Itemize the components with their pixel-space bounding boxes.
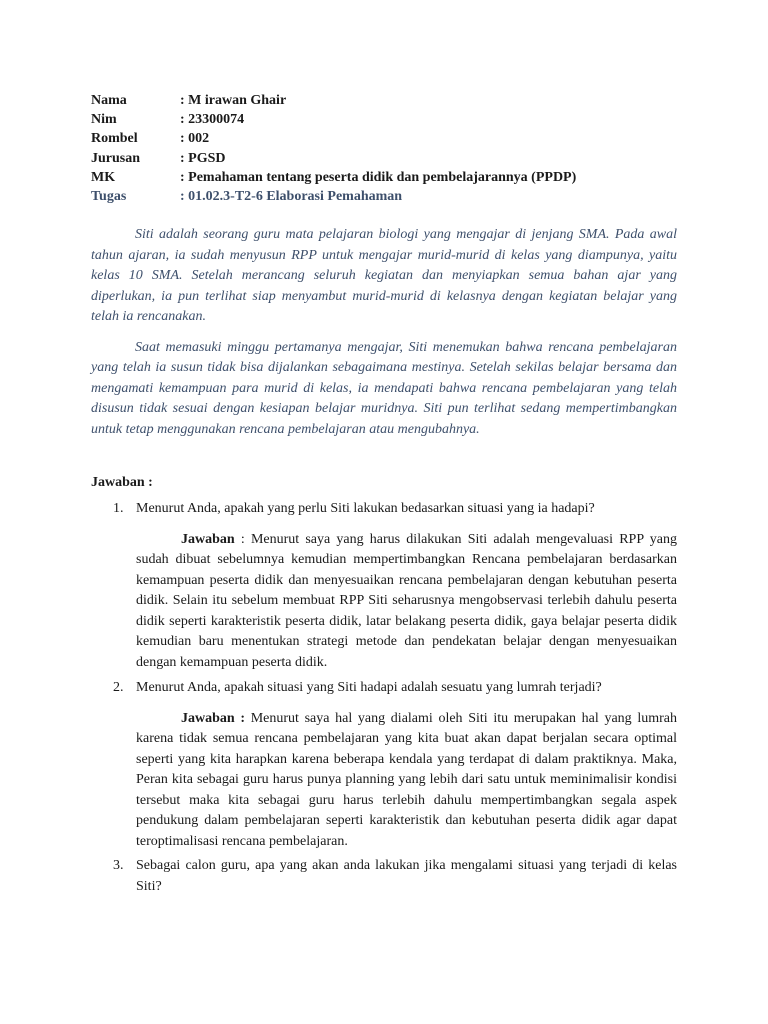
question-text: Menurut Anda, apakah situasi yang Siti hadapi adalah sesuatu yang lumrah terjadi? [136,680,602,695]
question-1 [91,499,677,520]
info-label: MK [91,169,116,185]
info-row-tugas [91,187,576,206]
answer-text: Menurut saya hal yang dialami oleh Siti itu merupakan hal yang lumrah karena tidak semua rencana pembelajaran yang kita buat akan dapat berjalan secara optimal seperti yang kita harapkan karena beberapa kendala yang terdapat di dalam praktiknya. Maka, Peran kita sebagai guru harus punya planning yang lebih dari satu untuk meminimalisir kondisi tersebut maka kita sebagai guru harus terlebih dahulu mempertimbangkan segala aspek pendukung dalam pembelajaran seperti karakteristik dan kebutuhan peserta didik agar dapat teroptimalisasi rencana pembelajaran. [136,710,677,849]
answer-text: : Menurut saya yang harus dilakukan Siti adalah mengevaluasi RPP yang sudah dibuat sebelumnya kemudian mempertimbangkan Rencana pembelajaran berdasarkan kemampuan peserta didik dan menyesuaikan rencana pembelajaran dengan kebutuhan peserta didik. Selain itu sebelum membuat RPP Siti seharusnya mengobservasi terlebih dahulu peserta didik seperti karakteristik peserta didik, latar belakang peserta didik, gaya belajar peserta didik kemudian baru menentukan strategi metode dan pendekatan belajar dengan menyesuaikan dengan kemampuan peserta didik. [136,531,677,670]
case-paragraph-2: Saat memasuki minggu pertamanya mengajar, Siti menemukan bahwa rencana pembelajaran yang telah ia susun tidak bisa dijalankan sebagaimana mestinya. Setelah sekilas belajar bersama dan mengamati kemampuan para murid di kelas, ia mendapati bahwa rencana pembelajaran yang telah disusun tidak sesuai dengan kesiapan belajar muridnya. Siti pun terlihat sedang mempertimbangkan untuk tetap menggunakan rencana pembelajaran atau mengubahnya. [91,339,677,437]
answers-heading: Jawaban : [91,475,153,490]
info-row-nim [91,110,576,129]
info-value: : M irawan Ghair [180,93,287,108]
info-value: : PGSD [180,150,226,166]
question-text: Menurut Anda, apakah yang perlu Siti lakukan bedasarkan situasi yang ia hadapi? [136,501,595,516]
qa-item-3 [91,856,677,897]
question-number: 1. [113,501,124,516]
answer-1 [136,530,677,674]
case-study-text [91,225,677,440]
question-number: 3. [113,858,124,873]
info-row-jurusan [91,149,576,168]
question-2 [91,678,677,699]
info-value: : Pemahaman tentang peserta didik dan pembelajarannya (PPDP) [180,169,577,185]
info-label: Jurusan [91,150,141,166]
answer-2 [136,709,677,853]
info-value: : 23300074 [180,112,245,128]
answer-label: Jawaban [181,531,235,547]
question-number: 2. [113,680,124,695]
student-info-header [91,91,576,206]
qa-item-2 [91,678,677,852]
info-row-mk [91,168,576,187]
info-label: Rombel [91,131,138,147]
info-label: Nama [91,93,127,108]
question-text: Sebagai calon guru, apa yang akan anda lakukan jika mengalami situasi yang terjadi di kelas Siti? [136,858,677,894]
qa-item-1 [91,499,677,673]
case-paragraph-1: Siti adalah seorang guru mata pelajaran biologi yang mengajar di jenjang SMA. Pada awal tahun ajaran, ia sudah menyusun RPP untuk mengajar murid-murid di kelas yang diampunya, yaitu kelas 10 SMA. Setelah merancang seluruh kegiatan dan menyiapkan semua bahan ajar yang diperlukan, ia pun terlihat siap menyambut murid-murid di kelasnya dengan kegiatan belajar yang telah ia rencanakan. [91,227,677,324]
question-3 [91,856,677,897]
info-value: : 002 [180,131,210,147]
info-row-rombel [91,129,576,148]
answer-label: Jawaban : [181,710,246,726]
info-label: Tugas [91,188,127,204]
info-row-nama [91,91,576,110]
info-value: : 01.02.3-T2-6 Elaborasi Pemahaman [180,188,403,204]
info-label: Nim [91,112,117,128]
